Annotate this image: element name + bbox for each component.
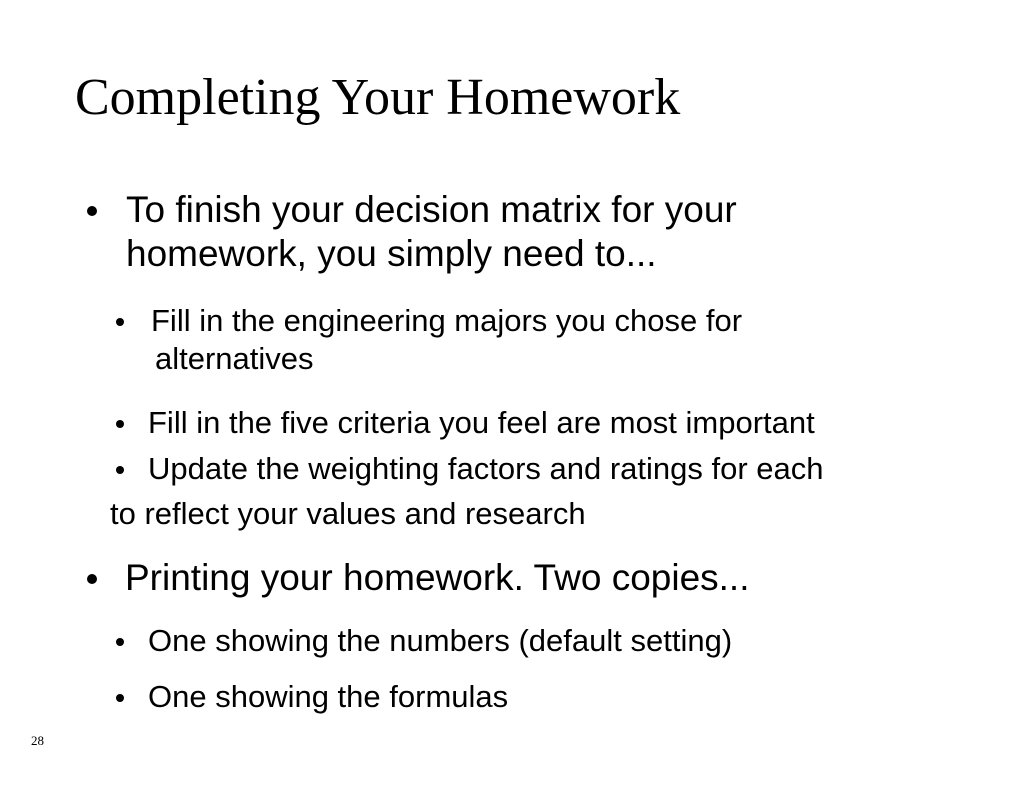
sub-bullet-text-line-1: Fill in the engineering majors you chose for	[151, 303, 743, 338]
bullet-dot-icon	[116, 694, 124, 702]
bullet-text: Printing your homework. Two copies...	[125, 557, 750, 598]
bullet-text-line-1: To finish your decision matrix for your	[126, 189, 737, 230]
sub-bullet-text-line-2: alternatives	[155, 341, 314, 376]
sub-bullet-numbers	[148, 622, 732, 660]
bullet-dot-icon	[87, 574, 97, 584]
bullet-dot-icon	[116, 420, 124, 428]
sub-bullet-text: One showing the formulas	[148, 679, 509, 714]
sub-bullet-text: Update the weighting factors and ratings for each	[148, 451, 824, 486]
sub-bullet-formulas	[148, 678, 508, 716]
bullet-dot-icon	[116, 318, 124, 326]
sub-bullet-text: One showing the numbers (default setting)	[148, 623, 733, 658]
bullet-text-line-2: homework, you simply need to...	[126, 233, 657, 274]
sub-bullet-weighting-continuation: to reflect your values and research	[110, 496, 586, 531]
sub-bullet-text: Fill in the five criteria you feel are most important	[148, 405, 815, 440]
bullet-decision-matrix	[126, 188, 737, 276]
slide-title: Completing Your Homework	[75, 69, 681, 126]
sub-bullet-majors	[151, 302, 742, 378]
bullet-dot-icon	[87, 206, 97, 216]
sub-bullet-criteria	[148, 404, 815, 442]
slide-number: 28	[31, 733, 44, 748]
bullet-dot-icon	[116, 638, 124, 646]
bullet-printing	[125, 556, 749, 600]
bullet-dot-icon	[116, 466, 124, 474]
sub-bullet-weighting	[148, 450, 824, 488]
